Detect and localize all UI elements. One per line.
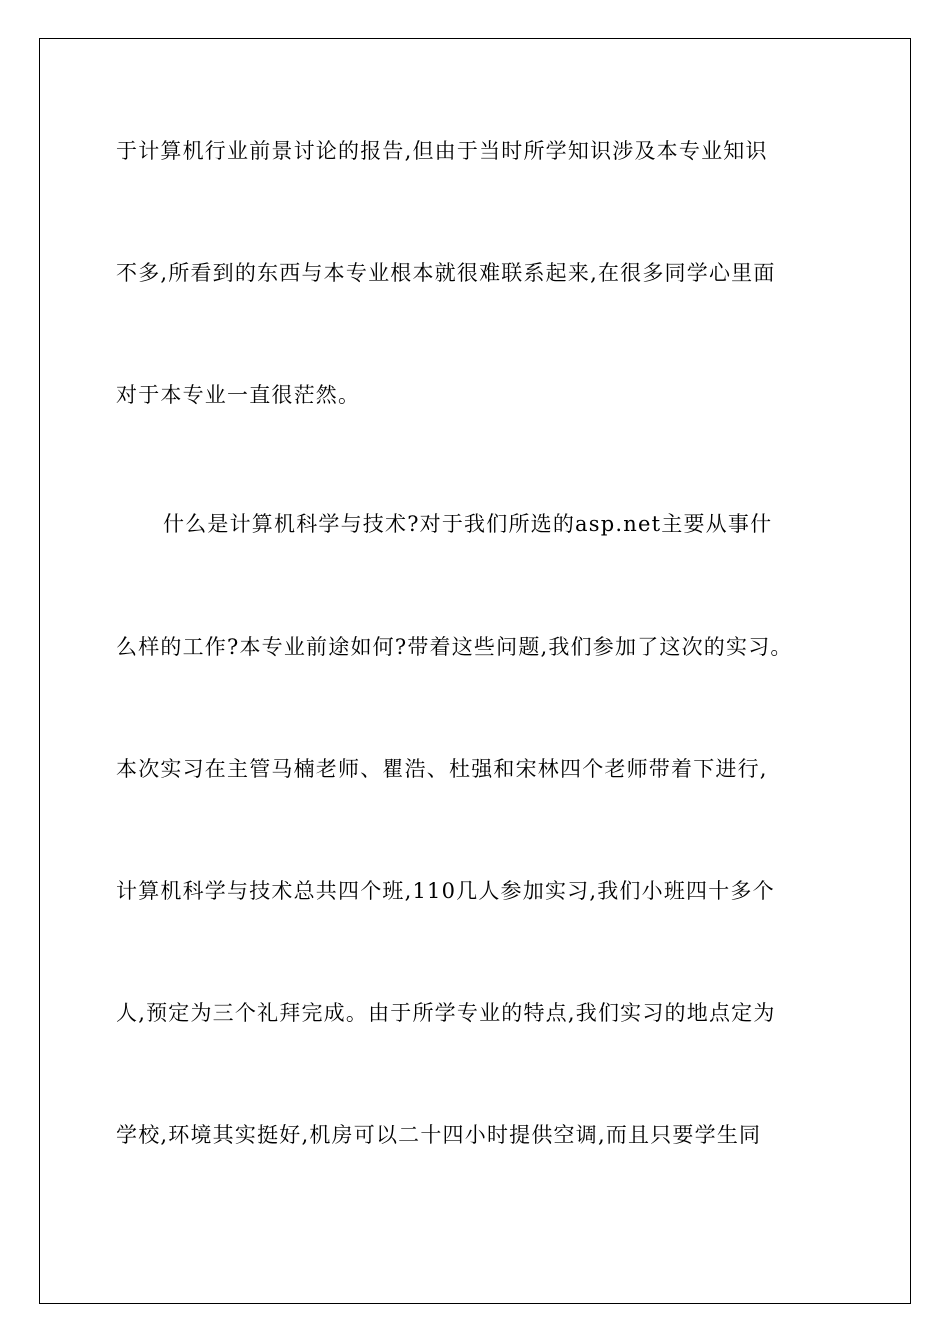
- text-line-3: 对于本专业一直很茫然。: [116, 383, 361, 407]
- text-line-7: 计算机科学与技术总共四个班,110几人参加实习,我们小班四十多个: [116, 879, 775, 903]
- text-line-8: 人,预定为三个礼拜完成。由于所学专业的特点,我们实习的地点定为: [116, 1001, 776, 1025]
- text-line-9: 学校,环境其实挺好,机房可以二十四小时提供空调,而且只要学生同: [116, 1123, 762, 1147]
- text-line-6: 本次实习在主管马楠老师、瞿浩、杜强和宋林四个老师带着下进行,: [116, 757, 768, 781]
- text-line-5: 么样的工作?本专业前途如何?带着这些问题,我们参加了这次的实习。: [116, 635, 793, 659]
- text-line-4: 什么是计算机科学与技术?对于我们所选的asp.net主要从事什: [163, 512, 773, 536]
- text-line-1: 于计算机行业前景讨论的报告,但由于当时所学知识涉及本专业知识: [116, 139, 768, 163]
- page-frame: [39, 38, 911, 1304]
- text-line-2: 不多,所看到的东西与本专业根本就很难联系起来,在很多同学心里面: [116, 261, 776, 285]
